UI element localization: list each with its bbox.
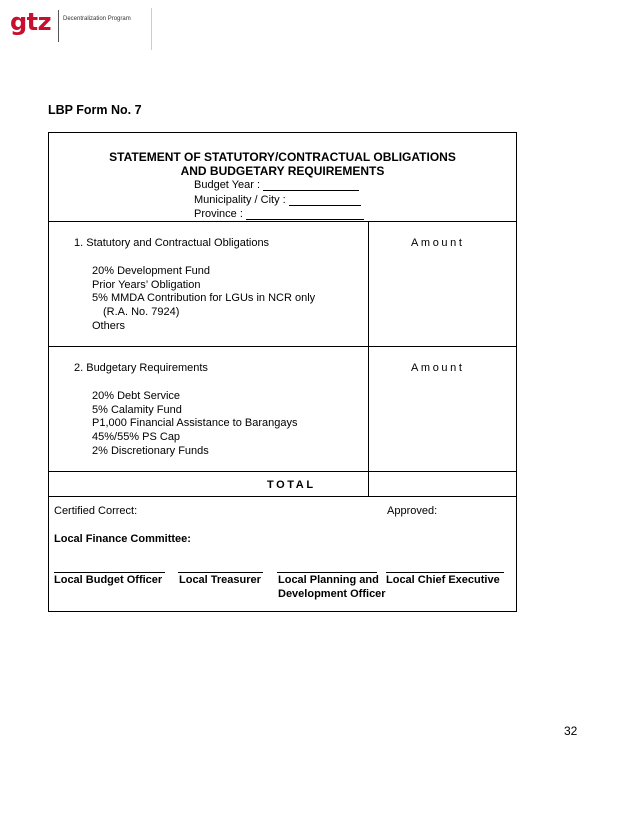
rule-title-bottom [49, 221, 516, 222]
form-frame [48, 132, 517, 612]
local-planning-officer-line1: Local Planning and [278, 574, 379, 586]
page-number: 32 [564, 724, 578, 738]
signature-line-planning-officer[interactable] [277, 572, 377, 573]
budget-year-label: Budget Year : [194, 179, 261, 191]
local-budget-officer: Local Budget Officer [54, 574, 163, 586]
form-title-line1: STATEMENT OF STATUTORY/CONTRACTUAL OBLIGATIONS [109, 150, 456, 164]
section1-item: 20% Development Fund [92, 265, 211, 277]
program-name: Decentralization Program [63, 16, 131, 22]
rule-section1-bottom [49, 346, 516, 347]
amount-column-divider [368, 221, 369, 496]
logo-divider [58, 10, 59, 42]
section1-heading: 1. Statutory and Contractual Obligations [74, 237, 270, 249]
approved-label: Approved: [387, 505, 438, 517]
province-row [194, 208, 364, 220]
section1-item: Others [92, 320, 126, 332]
municipality-label: Municipality / City : [194, 194, 286, 206]
form-number: LBP Form No. 7 [48, 103, 142, 117]
certified-correct-label: Certified Correct: [54, 505, 138, 517]
local-finance-committee-label: Local Finance Committee: [54, 533, 191, 545]
municipality-row [194, 194, 361, 206]
section2-item: 5% Calamity Fund [92, 404, 182, 416]
section2-item: 2% Discretionary Funds [92, 445, 209, 457]
municipality-field[interactable] [289, 194, 361, 206]
local-planning-officer-line2: Development Officer [278, 588, 386, 600]
province-label: Province : [194, 208, 243, 220]
budget-year-field[interactable] [263, 179, 359, 191]
signature-line-budget-officer[interactable] [54, 572, 165, 573]
section2-item: 45%/55% PS Cap [92, 431, 181, 443]
local-treasurer: Local Treasurer [179, 574, 261, 586]
total-label: TOTAL [267, 479, 316, 491]
province-field[interactable] [246, 208, 364, 220]
budget-year-row [194, 179, 359, 191]
gtz-logo-mark: gtz [10, 8, 52, 36]
header-rule [151, 8, 152, 50]
form-title-line2: AND BUDGETARY REQUIREMENTS [180, 164, 385, 178]
section1-item: 5% MMDA Contribution for LGUs in NCR only [92, 292, 316, 304]
section2-heading: 2. Budgetary Requirements [74, 362, 208, 374]
signature-line-chief-executive[interactable] [386, 572, 504, 573]
local-chief-executive: Local Chief Executive [386, 574, 500, 586]
section1-item: Prior Years’ Obligation [92, 279, 201, 291]
rule-total-bottom [49, 496, 516, 497]
section1-amount-header: Amount [411, 237, 465, 249]
section1-item: (R.A. No. 7924) [103, 306, 180, 318]
section2-item: P1,000 Financial Assistance to Barangays [92, 417, 298, 429]
section2-item: 20% Debt Service [92, 390, 181, 402]
section2-amount-header: Amount [411, 362, 465, 374]
rule-section2-bottom [49, 471, 516, 472]
signature-line-treasurer[interactable] [178, 572, 263, 573]
